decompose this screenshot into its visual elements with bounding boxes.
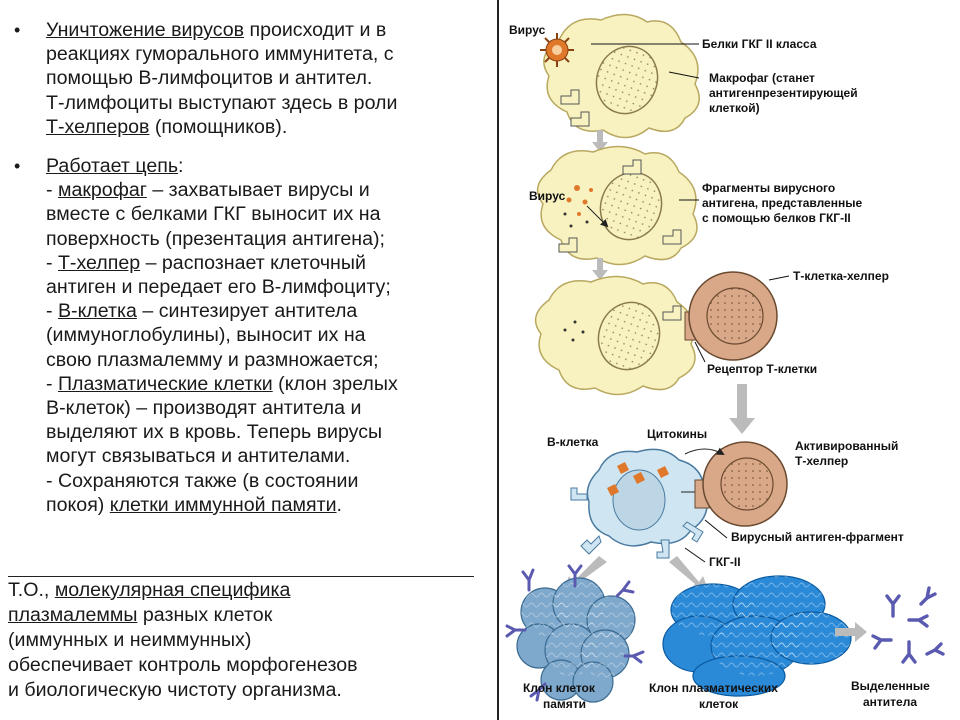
label-secreted-1: Выделенные [851, 679, 930, 693]
text-run: - Сохраняются также (в состоянии [46, 469, 359, 492]
text-run: происходит и в [244, 19, 387, 41]
label-t-receptor: Рецептор Т-клетки [707, 362, 818, 376]
text-run: – синтезирует антитела [136, 300, 358, 323]
text-line [46, 251, 478, 275]
bullet-marker: • [14, 156, 21, 177]
label-plasma-2: клеток [699, 697, 739, 711]
text-line [46, 469, 478, 493]
text-line [8, 578, 358, 603]
text-line [46, 299, 478, 323]
text-run: Т-лимфоциты выступают здесь в роли [46, 91, 398, 114]
text-run: выделяют их в кровь. Теперь вирусы [46, 421, 383, 444]
text-line [46, 115, 478, 139]
text-run: : [178, 155, 184, 178]
text-prefix: - [46, 251, 58, 274]
label-activated-2: Т-хелпер [795, 454, 849, 468]
underlined-term: Т-хелпер [57, 251, 141, 274]
text-run: (иммунных и неиммунных) [8, 629, 252, 651]
text-line [46, 66, 478, 90]
separator-line [8, 576, 474, 577]
text-line [46, 154, 478, 178]
label-macrophage-3: клеткой) [709, 101, 760, 115]
macrophage-stage-3 [536, 276, 695, 394]
underlined-term: Т-хелперов [46, 115, 150, 138]
bullet-marker: • [14, 20, 21, 40]
text-run: (иммуноглобулины), выносит их на [46, 324, 366, 347]
secreted-antibodies [873, 588, 943, 662]
macrophage-stage-2 [538, 146, 697, 264]
text-line [8, 603, 358, 628]
label-virus: Вирус [509, 23, 546, 37]
text-line [46, 493, 478, 517]
label-activated-1: Активированный [795, 439, 899, 453]
text-prefix: - [46, 179, 58, 202]
text-prefix: - [46, 372, 58, 395]
text-line [8, 678, 358, 703]
label-cytokines: Цитокины [647, 427, 708, 441]
text-prefix: покоя) [46, 493, 110, 516]
text-run: – распознает клеточный [140, 251, 366, 274]
text-run: помощью В-лимфоцитов и антител. [46, 67, 373, 90]
text-line [46, 372, 478, 396]
label-mhc2-proteins: Белки ГКГ II класса [702, 37, 817, 51]
text-line [46, 396, 478, 420]
text-line [46, 91, 478, 115]
macrophage-stage-1 [544, 14, 699, 137]
text-line [46, 42, 478, 66]
underlined-term: Уничтожение вирусов [46, 19, 245, 41]
text-run: В-клеток) – производят антитела и [46, 397, 362, 420]
immune-response-diagram [499, 0, 960, 720]
label-fragments-3: с помощью белков ГКГ-II [702, 211, 851, 225]
b-cell [571, 449, 707, 558]
down-arrow-icon [729, 384, 755, 434]
text-run: поверхность (презентация антигена); [46, 227, 385, 250]
text-line [46, 323, 478, 347]
text-run: вместе с белками ГКГ выносит их на [46, 203, 381, 226]
text-run: . [336, 493, 342, 516]
text-line [46, 202, 478, 226]
text-prefix: - [46, 300, 58, 323]
label-macrophage-2: антигенпрезентирующей [709, 86, 858, 100]
text-line [46, 18, 478, 42]
label-memory-1: Клон клеток [523, 681, 595, 695]
virus-icon [540, 33, 574, 67]
text-run: разных клеток [137, 604, 273, 626]
underlined-term: Плазматические клетки [57, 372, 273, 395]
text-prefix: Т.О., [8, 579, 55, 601]
text-run: могут связываться и антителами. [46, 445, 351, 468]
text-run: свою плазмалемму и размножается; [46, 348, 379, 371]
text-line [8, 628, 358, 653]
text-run: реакциях гуморального иммунитета, с [46, 43, 394, 66]
text-column [8, 18, 478, 517]
text-line [46, 420, 478, 444]
bullet-chain [8, 154, 478, 517]
text-run: и биологическую чистоту организма. [8, 679, 342, 701]
underlined-term: клетки иммунной памяти [109, 493, 337, 516]
text-line [46, 227, 478, 251]
bullet-virus-destruction [8, 18, 478, 139]
plasma-cell-clone [663, 576, 851, 696]
label-t-helper: Т-клетка-хелпер [793, 269, 889, 283]
text-run: (клон зрелых [272, 372, 398, 395]
activated-t-helper-cell [695, 442, 787, 526]
label-memory-2: памяти [543, 697, 587, 711]
text-line [8, 653, 358, 678]
label-b-cell: В-клетка [547, 435, 599, 449]
text-run: – захватывает вирусы и [146, 179, 370, 202]
text-run: обеспечивает контроль морфогенезов [8, 654, 358, 676]
text-line [46, 348, 478, 372]
t-helper-cell [685, 272, 777, 360]
underlined-term: В-клетка [57, 300, 137, 323]
label-plasma-1: Клон плазматических [649, 681, 778, 695]
label-mhc2: ГКГ-II [709, 555, 741, 569]
label-fragments-2: антигена, представленные [702, 196, 863, 210]
underlined-term: плазмалеммы [8, 604, 138, 626]
summary-paragraph [8, 578, 358, 703]
text-run: антиген и передает его В-лимфоциту; [46, 276, 391, 299]
text-run: (помощников). [149, 115, 288, 138]
label-fragments-1: Фрагменты вирусного [702, 181, 836, 195]
underlined-term: Работает цепь [46, 155, 179, 178]
label-viral-fragment: Вирусный антиген-фрагмент [731, 530, 904, 544]
text-line [46, 444, 478, 468]
text-line [46, 275, 478, 299]
text-line [46, 178, 478, 202]
underlined-term: молекулярная специфика [54, 579, 291, 601]
label-secreted-2: антитела [863, 695, 918, 709]
underlined-term: макрофаг [57, 179, 147, 202]
label-macrophage-1: Макрофаг (станет [709, 71, 815, 85]
label-virus-inside: Вирус [529, 189, 566, 203]
